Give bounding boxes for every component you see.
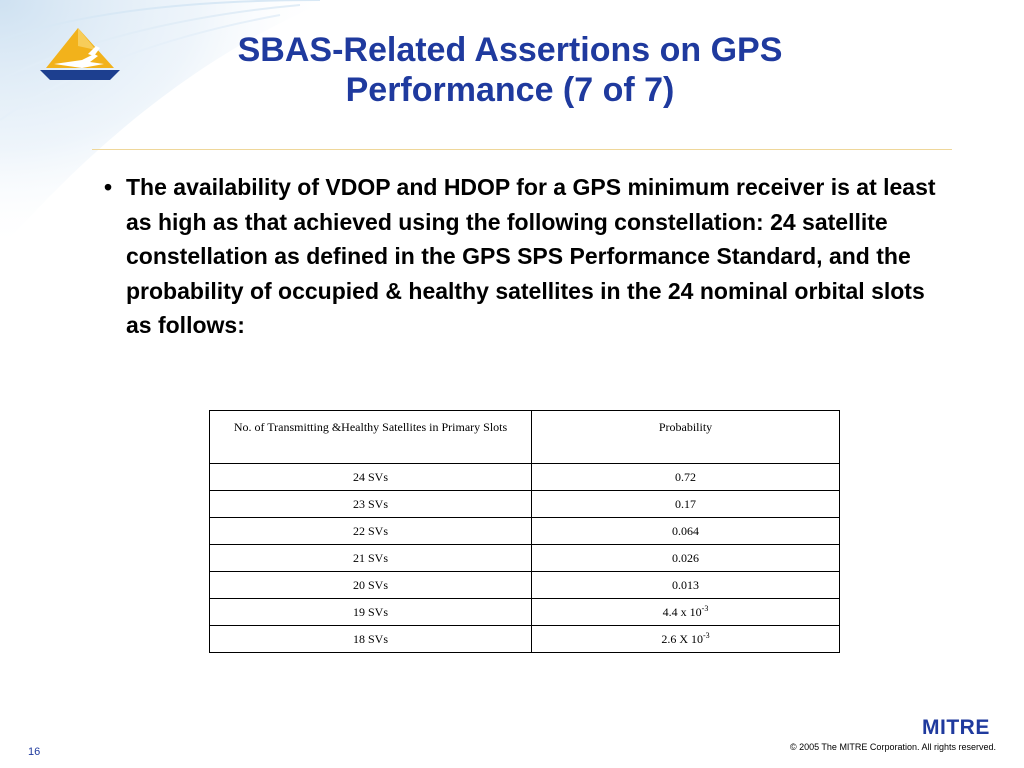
table-cell-svs: 22 SVs: [210, 518, 532, 545]
table-row: [210, 491, 840, 518]
probability-base: 2.6 X 10: [661, 631, 703, 646]
mitre-triangle-airplane-logo: [38, 24, 122, 82]
bullet-item: [104, 170, 944, 343]
table-row: [210, 572, 840, 599]
page-number: 16: [28, 746, 41, 758]
mitre-wordmark-logo: MITRE: [922, 716, 990, 739]
table-row: [210, 518, 840, 545]
copyright-notice: © 2005 The MITRE Corporation. All rights reserved.: [789, 742, 996, 752]
table-header-row: [210, 411, 840, 464]
bullet-text: The availability of VDOP and HDOP for a GPS minimum receiver is at least as high as that achieved using the following constellation: 24 satellite constellation as defined in the GPS SPS Performance Standard, and the probability of occupied & healthy satellites in the 24 nominal orbital slots as follows:: [126, 174, 936, 338]
table-cell-svs: 23 SVs: [210, 491, 532, 518]
table-row: [210, 464, 840, 491]
slide-title-line-1: SBAS-Related Assertions on GPS: [237, 31, 783, 69]
table-row: [210, 626, 840, 653]
slide-title: [150, 30, 870, 110]
table-cell-svs: 18 SVs: [210, 626, 532, 653]
table-header-satellites: No. of Transmitting &Healthy Satellites in Primary Slots: [210, 411, 532, 464]
table-cell-probability: 0.013: [532, 572, 840, 599]
probability-table: [209, 410, 840, 653]
table-row: [210, 599, 840, 626]
table-cell-svs: 21 SVs: [210, 545, 532, 572]
table-row: [210, 545, 840, 572]
table-cell-svs: 24 SVs: [210, 464, 532, 491]
probability-exponent: -3: [703, 630, 710, 640]
table-cell-probability: [532, 599, 840, 626]
table-cell-probability: 0.064: [532, 518, 840, 545]
bullet-marker: •: [104, 174, 113, 200]
table-cell-svs: 19 SVs: [210, 599, 532, 626]
table-cell-probability: 0.026: [532, 545, 840, 572]
table-cell-probability: 0.72: [532, 464, 840, 491]
probability-exponent: -3: [701, 603, 709, 613]
table-cell-probability: [532, 626, 840, 653]
probability-base: 4.4 x 10: [662, 604, 702, 619]
table-cell-svs: 20 SVs: [210, 572, 532, 599]
table-cell-probability: 0.17: [532, 491, 840, 518]
table-header-probability: Probability: [532, 411, 840, 464]
slide-title-line-2: Performance (7 of 7): [345, 71, 675, 109]
title-divider: [92, 149, 952, 150]
